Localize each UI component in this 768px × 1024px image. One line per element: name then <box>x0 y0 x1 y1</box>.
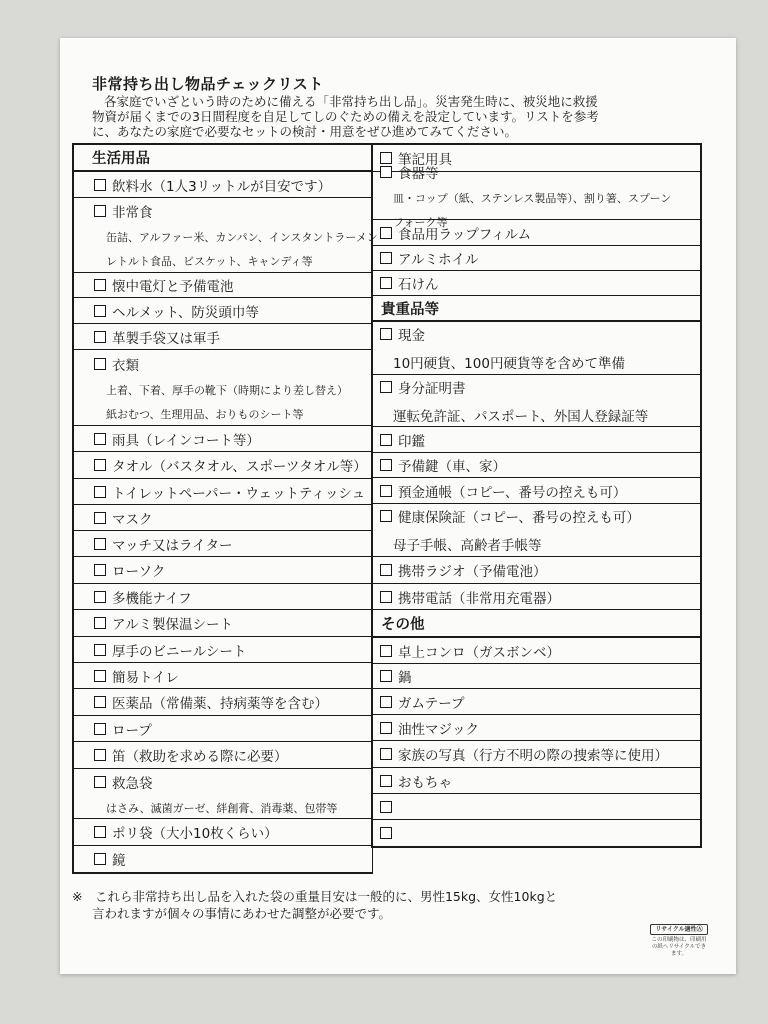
checkbox[interactable] <box>380 381 392 393</box>
item-label: 飲料水（1人3リットルが目安です） <box>112 178 332 195</box>
intro-line: に、あなたの家庭で必要なセットの検討・用意をぜひ進めてみてください。 <box>92 124 518 139</box>
checklist-row <box>74 846 373 872</box>
item-label: 予備鍵（車、家） <box>398 459 506 475</box>
item-label: 多機能ナイフ <box>112 590 192 607</box>
checkbox[interactable] <box>94 358 106 370</box>
item-label: 預金通帳（コピー、番号の控えも可） <box>398 484 627 501</box>
intro-line: 物資が届くまでの3日間程度を自足してしのぐための備えを設定しています。リストを参考 <box>92 109 599 124</box>
checklist-row <box>373 375 700 427</box>
checkbox[interactable] <box>380 564 392 576</box>
item-label: トイレットペーパー・ウェットティッシュ <box>112 485 366 502</box>
item-label: 健康保険証（コピー、番号の控えも可） <box>398 510 640 526</box>
checklist-row <box>74 557 373 584</box>
checkbox[interactable] <box>94 538 106 550</box>
checklist-left-column <box>72 143 378 874</box>
checklist-row <box>74 663 373 689</box>
checkbox[interactable] <box>380 510 392 522</box>
checkbox[interactable] <box>380 801 392 813</box>
checkbox[interactable] <box>380 459 392 471</box>
checklist-row <box>373 271 700 296</box>
checklist-row <box>74 298 373 324</box>
checkbox[interactable] <box>380 591 392 603</box>
checkbox[interactable] <box>380 748 392 760</box>
checkbox[interactable] <box>94 512 106 524</box>
checklist-row <box>74 610 373 637</box>
checklist-row <box>74 742 373 769</box>
checklist-row <box>74 273 373 298</box>
section-title: 貴重品等 <box>381 301 439 318</box>
item-label: 革製手袋又は軍手 <box>112 330 220 347</box>
checklist-row <box>74 324 373 350</box>
item-label: 衣類 <box>112 357 139 374</box>
checklist-row <box>74 689 373 716</box>
checkbox[interactable] <box>94 459 106 471</box>
checkbox[interactable] <box>94 331 106 343</box>
recycle-mark <box>650 924 708 958</box>
checklist-row <box>74 505 373 531</box>
item-detail: レトルト食品、ビスケット、キャンディ等 <box>106 255 313 268</box>
item-label: タオル（バスタオル、スポーツタオル等） <box>112 459 367 475</box>
checklist-row <box>74 769 373 819</box>
item-label: 食品用ラップフィルム <box>398 226 532 243</box>
checkbox[interactable] <box>94 591 106 603</box>
item-detail: 母子手帳、高齢者手帳等 <box>393 538 542 554</box>
checklist-right-column <box>371 143 702 848</box>
checklist-row <box>373 584 700 610</box>
item-label: ガムテープ <box>398 695 465 712</box>
checkbox[interactable] <box>94 564 106 576</box>
checklist-row <box>373 322 700 375</box>
item-detail: 皿・コップ（紙、ステンレス製品等）、割り箸、スプーン <box>393 191 672 205</box>
footer-line: ※ これら非常持ち出し品を入れた袋の重量目安は一般的に、男性15kg、女性10kgと <box>72 889 558 904</box>
item-label: 雨具（レインコート等） <box>112 432 260 449</box>
page-title: 非常持ち出し物品チェックリスト <box>92 75 324 93</box>
item-label: 家族の写真（行方不明の際の捜索等に使用） <box>398 748 668 764</box>
item-label: 石けん <box>398 277 439 293</box>
checkbox[interactable] <box>380 328 392 340</box>
checklist-row <box>373 715 700 741</box>
checklist-row <box>373 689 700 715</box>
item-label: ロープ <box>112 722 152 739</box>
checklist-row <box>373 504 700 557</box>
item-detail: はさみ、滅菌ガーゼ、絆創膏、消毒薬、包帯等 <box>106 801 338 815</box>
checkbox[interactable] <box>94 205 106 217</box>
item-label: 笛（救助を求める際に必要） <box>112 749 288 765</box>
item-label: ポリ袋（大小10枚くらい） <box>112 826 278 842</box>
section-header <box>373 610 700 638</box>
checkbox[interactable] <box>380 670 392 682</box>
checkbox[interactable] <box>94 305 106 317</box>
checkbox[interactable] <box>94 617 106 629</box>
item-label: ヘルメット、防災頭巾等 <box>112 304 259 321</box>
checkbox[interactable] <box>380 722 392 734</box>
checkbox[interactable] <box>380 252 392 264</box>
item-detail: 上着、下着、厚手の靴下（時期により差し替え） <box>106 383 348 397</box>
checklist-row <box>373 427 700 453</box>
checkbox[interactable] <box>94 486 106 498</box>
section-header <box>373 296 700 322</box>
checklist-row <box>74 531 373 557</box>
checkbox[interactable] <box>380 827 392 839</box>
checklist-row <box>74 172 373 198</box>
checkbox[interactable] <box>380 166 392 178</box>
item-detail: フォーク等 <box>393 215 448 229</box>
checklist-row <box>74 350 373 426</box>
item-label: 身分証明書 <box>398 380 466 397</box>
checklist-row <box>74 198 378 273</box>
checklist-row <box>373 557 700 584</box>
item-label: 油性マジック <box>398 721 479 738</box>
item-label: マスク <box>112 511 153 528</box>
checkbox[interactable] <box>380 277 392 289</box>
item-label: 鍋 <box>398 670 412 686</box>
intro-line: 各家庭でいざという時のために備える「非常持ち出し品」。災害発生時に、被災地に救援 <box>104 94 598 109</box>
checklist-row <box>373 638 700 664</box>
item-label: おもちゃ <box>398 774 452 791</box>
checklist-row <box>373 664 700 689</box>
item-label: 簡易トイレ <box>112 669 179 686</box>
checkbox[interactable] <box>94 670 106 682</box>
item-label: 現金 <box>398 328 425 344</box>
checklist-row <box>373 453 700 478</box>
checklist-row <box>373 794 700 820</box>
checkbox[interactable] <box>380 696 392 708</box>
item-label: 医薬品（常備薬、持病薬等を含む） <box>112 696 328 712</box>
checklist-row <box>373 165 700 229</box>
checkbox[interactable] <box>380 645 392 657</box>
item-label: 救急袋 <box>112 775 153 792</box>
checkbox[interactable] <box>94 826 106 838</box>
checklist-row <box>74 819 373 846</box>
item-label: アルミホイル <box>398 252 479 268</box>
item-label: 携帯ラジオ（予備電池） <box>398 564 547 580</box>
checklist-row <box>74 716 373 742</box>
checklist-row <box>373 768 700 794</box>
section-header <box>74 145 373 172</box>
checkbox[interactable] <box>94 433 106 445</box>
footer-line: 言われますが個々の事情にあわせた調整が必要です。 <box>92 906 392 921</box>
checkbox[interactable] <box>94 179 106 191</box>
item-label: 筆記用具 <box>398 152 452 168</box>
checklist-row <box>373 741 700 768</box>
item-detail: 運転免許証、パスポート、外国人登録証等 <box>393 408 649 425</box>
item-label: 非常食 <box>112 205 153 221</box>
checkbox[interactable] <box>94 696 106 708</box>
footer-note <box>72 888 557 922</box>
checklist-row <box>373 478 700 504</box>
item-label: 携帯電話（非常用充電器） <box>398 590 560 607</box>
checklist-row <box>74 584 373 610</box>
recycle-text: この印刷物は、印刷用の紙へリサイクルできます。 <box>651 937 707 957</box>
item-detail: 紙おむつ、生理用品、おりものシート等 <box>106 407 304 421</box>
item-label: 卓上コンロ（ガスボンベ） <box>398 644 560 661</box>
item-label: 印鑑 <box>398 433 425 450</box>
intro-text <box>92 94 692 139</box>
item-detail: 缶詰、アルファー米、カンパン、インスタントラーメン <box>106 231 378 244</box>
item-label: 食器等 <box>398 165 439 182</box>
checkbox[interactable] <box>94 749 106 761</box>
item-label: 懐中電灯と予備電池 <box>112 279 234 295</box>
checklist-row <box>373 220 700 246</box>
checkbox[interactable] <box>380 485 392 497</box>
checklist-row <box>74 479 373 505</box>
item-label: ローソク <box>112 564 166 580</box>
checkbox[interactable] <box>380 775 392 787</box>
recycle-badge: リサイクル適性Ⓐ <box>650 924 708 935</box>
checkbox[interactable] <box>94 723 106 735</box>
checkbox[interactable] <box>94 279 106 291</box>
checklist-row <box>373 246 700 271</box>
section-title: その他 <box>381 616 425 633</box>
item-label: 厚手のビニールシート <box>112 643 247 660</box>
checklist-row <box>74 426 373 452</box>
checkbox[interactable] <box>380 227 392 239</box>
item-detail: 10円硬貨、100円硬貨等を含めて準備 <box>393 356 625 372</box>
checklist-row <box>74 452 373 479</box>
checkbox[interactable] <box>94 853 106 865</box>
item-label: アルミ製保温シート <box>112 617 233 633</box>
section-title: 生活用品 <box>92 151 150 167</box>
checkbox[interactable] <box>380 434 392 446</box>
item-label: 鏡 <box>112 853 126 869</box>
checkbox[interactable] <box>94 776 106 788</box>
checkbox[interactable] <box>94 644 106 656</box>
item-label: マッチ又はライター <box>112 537 233 554</box>
checklist-row <box>74 637 373 663</box>
checklist-row <box>373 820 700 846</box>
